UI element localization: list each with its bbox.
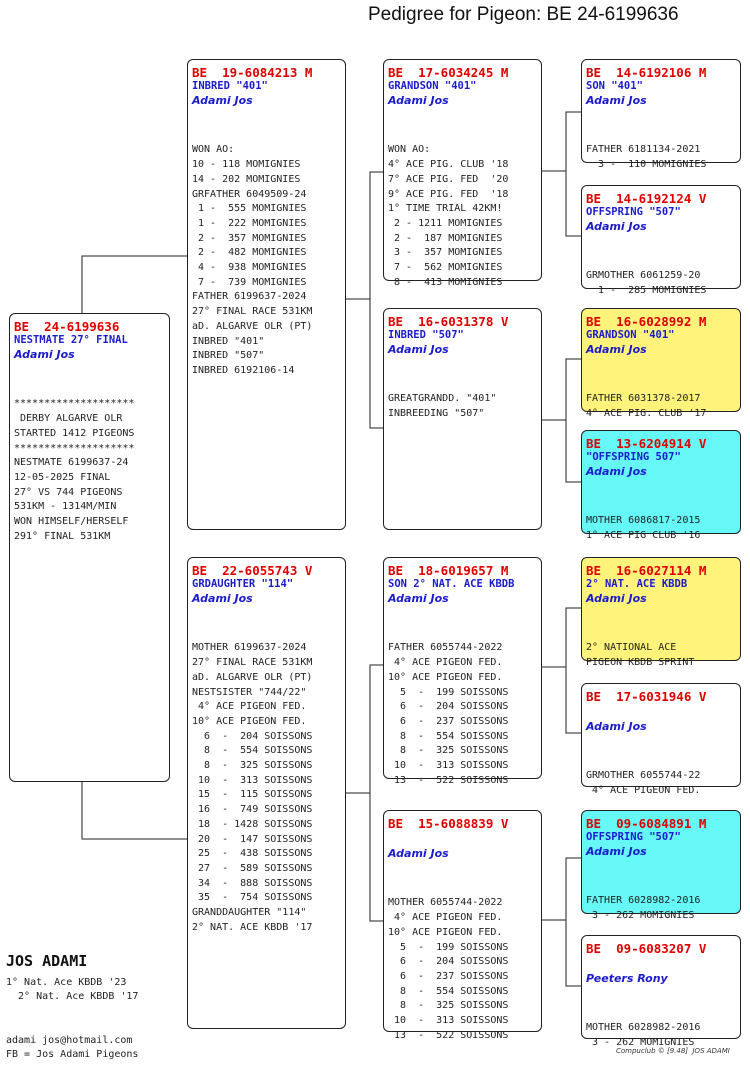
ggparent-fff-card[interactable] xyxy=(581,59,741,171)
pigeon-info: WON AO: 10 - 118 MOMIGNIES 14 - 202 MOMIGNIES GRFATHER 6049509-24 1 - 555 MOMIGNIES 1 - 222 MOMIGNIES 2 - 357 MOMIGNIES 2 - 482 MOMIGNIES 4 - 938 MOMIGNIES 7 - 739 MOMIGNIES FATHER 6199637-2024 27° FINAL RACE 531KM aD. ALGARVE OLR (PT) INBRED "401" INBRED "507" INBRED 6192106-14 xyxy=(192,144,313,376)
owner-name: Adami Jos xyxy=(586,592,647,605)
owner-name: Adami Jos xyxy=(586,845,647,858)
ring-number: BE 14-6192106 M xyxy=(586,65,707,80)
owner-name: Adami Jos xyxy=(586,220,647,233)
paternal-grandfather-card[interactable] xyxy=(383,59,542,288)
ring-number: BE 19-6084213 M xyxy=(192,65,313,80)
pigeon-name: SON 2° NAT. ACE KBDB xyxy=(388,578,515,590)
ring-number: BE 09-6084891 M xyxy=(586,816,707,831)
software-credit: Compuclub © [9.48] JOS ADAMI xyxy=(616,1047,730,1055)
ring-number: BE 16-6028992 M xyxy=(586,314,707,329)
ring-number: BE 17-6034245 M xyxy=(388,65,509,80)
breeder-facebook: FB = Jos Adami Pigeons xyxy=(6,1049,139,1060)
pigeon-name: NESTMATE 27° FINAL xyxy=(14,334,128,346)
owner-name: Adami Jos xyxy=(388,847,449,860)
pigeon-info: MOTHER 6199637-2024 27° FINAL RACE 531KM aD. ALGARVE OLR (PT) NESTSISTER "744/22" 4° ACE PIGEON FED. 10° ACE PIGEON FED. 6 - 204 SOISSONS 8 - 554 SOISSONS 8 - 325 SOISSONS 10 - 313 SOISSONS 15 - 115 SOISSONS 16 - 749 SOISSONS 18 - 1428 SOISSONS 20 - 147 SOISSONS 25 - 438 SOISSONS 27 - 589 SOISSONS 34 - 888 SOISSONS 35 - 754 SOISSONS GRANDDAUGHTER "114" 2° NAT. ACE KBDB '17 xyxy=(192,642,313,933)
ggparent-ffm-card[interactable] xyxy=(581,185,741,297)
ring-number: BE 16-6031378 V xyxy=(388,314,509,329)
pigeon-name: OFFSPRING "507" xyxy=(586,831,681,843)
pigeon-info: MOTHER 6055744-2022 4° ACE PIGEON FED. 10° ACE PIGEON FED. 5 - 199 SOISSONS 6 - 204 SOISSONS 6 - 237 SOISSONS 8 - 554 SOISSONS 8 - 325 SOISSONS 10 - 313 SOISSONS 13 - 522 SOISSONS xyxy=(388,897,509,1041)
pigeon-name: GRANDSON "401" xyxy=(586,329,675,341)
pigeon-info: 2° NATIONAL ACE PIGEON KBDB SPRINT xyxy=(586,642,695,669)
owner-name: Adami Jos xyxy=(586,94,647,107)
pigeon-name: "OFFSPRING 507" xyxy=(586,451,681,463)
ring-number: BE 18-6019657 M xyxy=(388,563,509,578)
ggparent-mff-card[interactable] xyxy=(581,557,741,669)
pigeon-info: GRMOTHER 6055744-22 4° ACE PIGEON FED. xyxy=(586,770,701,797)
ring-number: BE 16-6027114 M xyxy=(586,563,707,578)
owner-name: Peeters Rony xyxy=(586,972,668,985)
pigeon-info: FATHER 6031378-2017 4° ACE PIG. CLUB '17 xyxy=(586,393,707,420)
father-card[interactable] xyxy=(187,59,346,530)
ring-number: BE 13-6204914 V xyxy=(586,436,707,451)
ggparent-fmm-card[interactable] xyxy=(581,430,741,542)
ring-number: BE 17-6031946 V xyxy=(586,689,707,704)
pigeon-name: INBRED "401" xyxy=(192,80,268,92)
owner-name: Adami Jos xyxy=(192,592,253,605)
pigeon-info: MOTHER 6028982-2016 3 - 262 MOMIGNIES xyxy=(586,1022,701,1049)
pigeon-name: OFFSPRING "507" xyxy=(586,206,681,218)
ring-number: BE 22-6055743 V xyxy=(192,563,313,578)
ggparent-mfm-card[interactable] xyxy=(581,683,741,797)
owner-name: Adami Jos xyxy=(192,94,253,107)
pigeon-name: SON "401" xyxy=(586,80,643,92)
ring-number: BE 14-6192124 V xyxy=(586,191,707,206)
owner-name: Adami Jos xyxy=(586,720,647,733)
pigeon-info: FATHER 6055744-2022 4° ACE PIGEON FED. 10° ACE PIGEON FED. 5 - 199 SOISSONS 6 - 204 SOISSONS 6 - 237 SOISSONS 8 - 554 SOISSONS 8 - 325 SOISSONS 10 - 313 SOISSONS 13 - 522 SOISSONS xyxy=(388,642,509,786)
owner-name: Adami Jos xyxy=(388,343,449,356)
pigeon-info: GREATGRANDD. "401" INBREEDING "507" xyxy=(388,393,497,420)
ggparent-fmf-card[interactable] xyxy=(581,308,741,420)
pigeon-name: GRDAUGHTER "114" xyxy=(192,578,294,590)
pigeon-info: FATHER 6181134-2021 3 - 110 MOMIGNIES xyxy=(586,144,707,171)
breeder-name: JOS ADAMI xyxy=(6,952,88,970)
pigeon-info: GRMOTHER 6061259-20 1 - 285 MOMIGNIES xyxy=(586,270,707,297)
breeder-result: 1° Nat. Ace KBDB '23 xyxy=(6,977,127,988)
ggparent-mmf-card[interactable] xyxy=(581,810,741,922)
maternal-grandmother-card[interactable] xyxy=(383,810,542,1041)
owner-name: Adami Jos xyxy=(586,343,647,356)
owner-name: Adami Jos xyxy=(586,465,647,478)
ring-number: BE 15-6088839 V xyxy=(388,816,509,831)
pigeon-info: MOTHER 6086817-2015 1° ACE PIG CLUB '16 xyxy=(586,515,701,542)
pigeon-name: GRANDSON "401" xyxy=(388,80,477,92)
subject-pigeon-card[interactable] xyxy=(9,313,170,782)
ggparent-mmm-card[interactable] xyxy=(581,935,741,1049)
pigeon-name: INBRED "507" xyxy=(388,329,464,341)
mother-card[interactable] xyxy=(187,557,346,1029)
owner-name: Adami Jos xyxy=(388,592,449,605)
breeder-result: 2° Nat. Ace KBDB '17 xyxy=(6,991,139,1002)
pigeon-info: FATHER 6028982-2016 3 - 262 MOMIGNIES xyxy=(586,895,701,922)
page-title: Pedigree for Pigeon: BE 24-6199636 xyxy=(368,4,679,25)
pigeon-info: ******************** DERBY ALGARVE OLR STARTED 1412 PIGEONS ******************** NESTMATE 6199637-24 12-05-2025 FINAL 27° VS 744 PIGEONS 531KM - 1314M/MIN WON HIMSELF/HERSELF 291° FINAL 531KM xyxy=(14,398,135,542)
maternal-grandfather-card[interactable] xyxy=(383,557,542,786)
paternal-grandmother-card[interactable] xyxy=(383,308,542,530)
ring-number: BE 09-6083207 V xyxy=(586,941,707,956)
ring-number: BE 24-6199636 xyxy=(14,319,120,334)
pigeon-info: WON AO: 4° ACE PIG. CLUB '18 7° ACE PIG. FED '20 9° ACE PIG. FED '18 1° TIME TRIAL 42KM! 2 - 1211 MOMIGNIES 2 - 187 MOMIGNIES 3 - 357 MOMIGNIES 7 - 562 MOMIGNIES 8 - 413 MOMIGNIES xyxy=(388,144,509,288)
pigeon-name: 2° NAT. ACE KBDB xyxy=(586,578,688,590)
owner-name: Adami Jos xyxy=(14,348,75,361)
owner-name: Adami Jos xyxy=(388,94,449,107)
breeder-email: adami jos@hotmail.com xyxy=(6,1035,133,1046)
